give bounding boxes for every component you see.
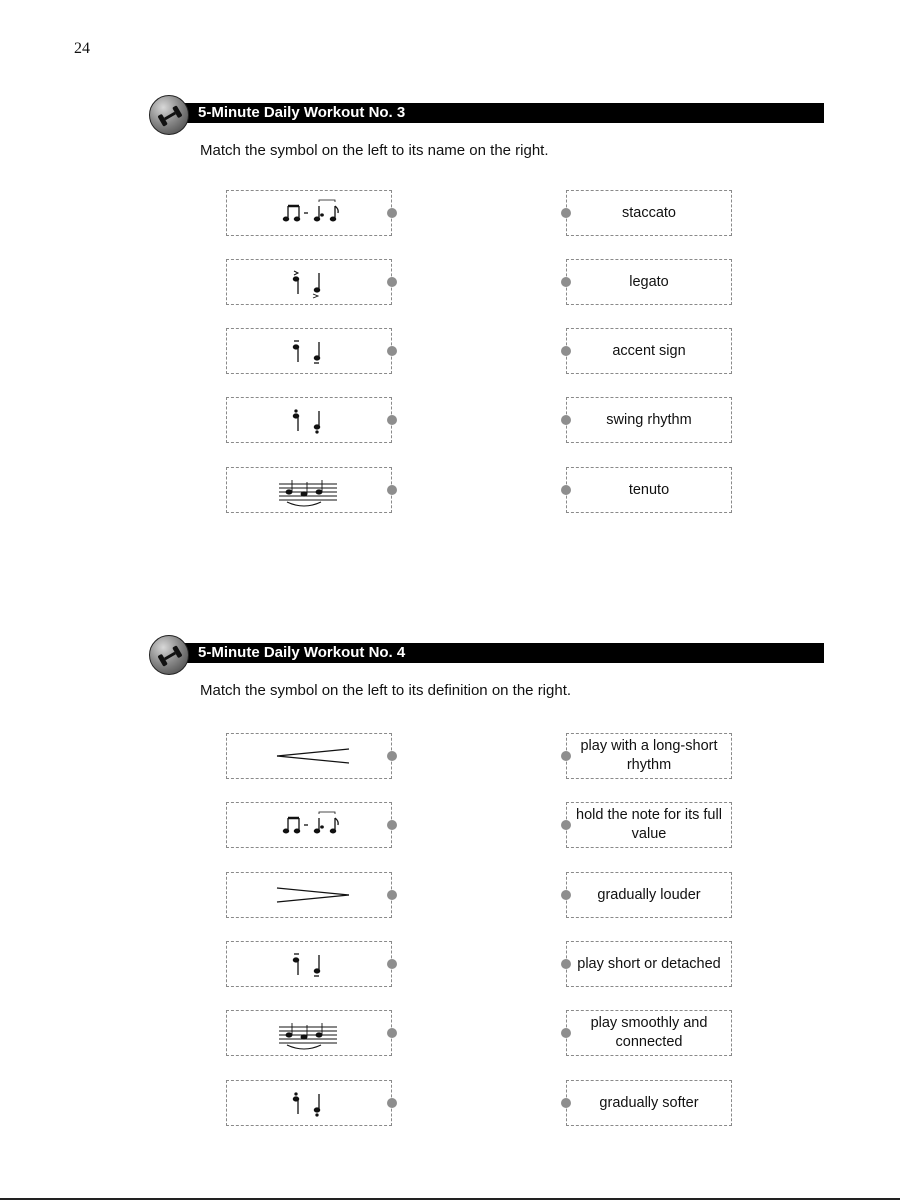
answer-label: swing rhythm: [606, 411, 692, 428]
connector-dot[interactable]: [387, 485, 397, 495]
workout-3-header-bar: [170, 103, 824, 123]
staccato-symbol-icon: [227, 942, 393, 988]
connector-dot[interactable]: [387, 1098, 397, 1108]
tenuto-symbol-icon: [227, 1081, 393, 1127]
legato-symbol-icon: [227, 1011, 393, 1057]
workout-4-header-bar: [170, 643, 824, 663]
answer-label: gradually louder: [597, 886, 701, 903]
connector-dot[interactable]: [561, 485, 571, 495]
connector-dot[interactable]: [561, 415, 571, 425]
answer-box[interactable]: [566, 190, 732, 236]
connector-dot[interactable]: [561, 346, 571, 356]
workout-3-instruction: Match the symbol on the left to its name on the right.: [200, 142, 549, 159]
connector-dot[interactable]: [561, 1028, 571, 1038]
connector-dot[interactable]: [387, 208, 397, 218]
answer-label: accent sign: [612, 342, 686, 359]
symbol-box[interactable]: [226, 259, 392, 305]
symbol-box[interactable]: [226, 328, 392, 374]
dumbbell-icon: [149, 635, 189, 675]
dumbbell-icon: [149, 95, 189, 135]
answer-box[interactable]: [566, 872, 732, 918]
answer-box[interactable]: [566, 467, 732, 513]
connector-dot[interactable]: [561, 820, 571, 830]
symbol-box[interactable]: [226, 1010, 392, 1056]
connector-dot[interactable]: [387, 820, 397, 830]
connector-dot[interactable]: [387, 890, 397, 900]
answer-label: staccato: [622, 204, 676, 221]
answer-label: play with a long-short rhythm: [580, 738, 718, 773]
symbol-box[interactable]: [226, 190, 392, 236]
symbol-box[interactable]: [226, 467, 392, 513]
connector-dot[interactable]: [387, 346, 397, 356]
connector-dot[interactable]: [561, 1098, 571, 1108]
crescendo-symbol-icon: [227, 734, 393, 780]
staccato-symbol-icon: [227, 329, 393, 375]
answer-box[interactable]: [566, 1080, 732, 1126]
workout-3-title: 5-Minute Daily Workout No. 3: [198, 104, 406, 121]
answer-box[interactable]: [566, 328, 732, 374]
accent-symbol-icon: [227, 260, 393, 306]
symbol-box[interactable]: [226, 1080, 392, 1126]
legato-symbol-icon: [227, 468, 393, 514]
symbol-box[interactable]: [226, 872, 392, 918]
answer-label: gradually softer: [599, 1094, 699, 1111]
connector-dot[interactable]: [561, 751, 571, 761]
answer-box[interactable]: [566, 397, 732, 443]
answer-label: legato: [629, 273, 669, 290]
connector-dot[interactable]: [561, 277, 571, 287]
decrescendo-symbol-icon: [227, 873, 393, 919]
swing-rhythm-symbol-icon: [227, 803, 393, 849]
symbol-box[interactable]: [226, 733, 392, 779]
answer-box[interactable]: [566, 1010, 732, 1056]
answer-label: play smoothly and connected: [590, 1015, 708, 1050]
connector-dot[interactable]: [387, 959, 397, 969]
tenuto-symbol-icon: [227, 398, 393, 444]
answer-box[interactable]: [566, 802, 732, 848]
answer-box[interactable]: [566, 259, 732, 305]
connector-dot[interactable]: [561, 890, 571, 900]
swing-rhythm-symbol-icon: [227, 191, 393, 237]
workout-4-instruction: Match the symbol on the left to its definition on the right.: [200, 682, 572, 699]
answer-label: tenuto: [628, 481, 670, 498]
connector-dot[interactable]: [387, 751, 397, 761]
symbol-box[interactable]: [226, 941, 392, 987]
answer-label: play short or detached: [577, 955, 721, 972]
page-number: 24: [74, 40, 90, 57]
answer-label: hold the note for its full value: [576, 807, 722, 842]
connector-dot[interactable]: [387, 415, 397, 425]
connector-dot[interactable]: [561, 959, 571, 969]
symbol-box[interactable]: [226, 802, 392, 848]
connector-dot[interactable]: [387, 277, 397, 287]
connector-dot[interactable]: [387, 1028, 397, 1038]
answer-box[interactable]: [566, 733, 732, 779]
answer-box[interactable]: [566, 941, 732, 987]
connector-dot[interactable]: [561, 208, 571, 218]
symbol-box[interactable]: [226, 397, 392, 443]
workout-4-title: 5-Minute Daily Workout No. 4: [198, 644, 406, 661]
